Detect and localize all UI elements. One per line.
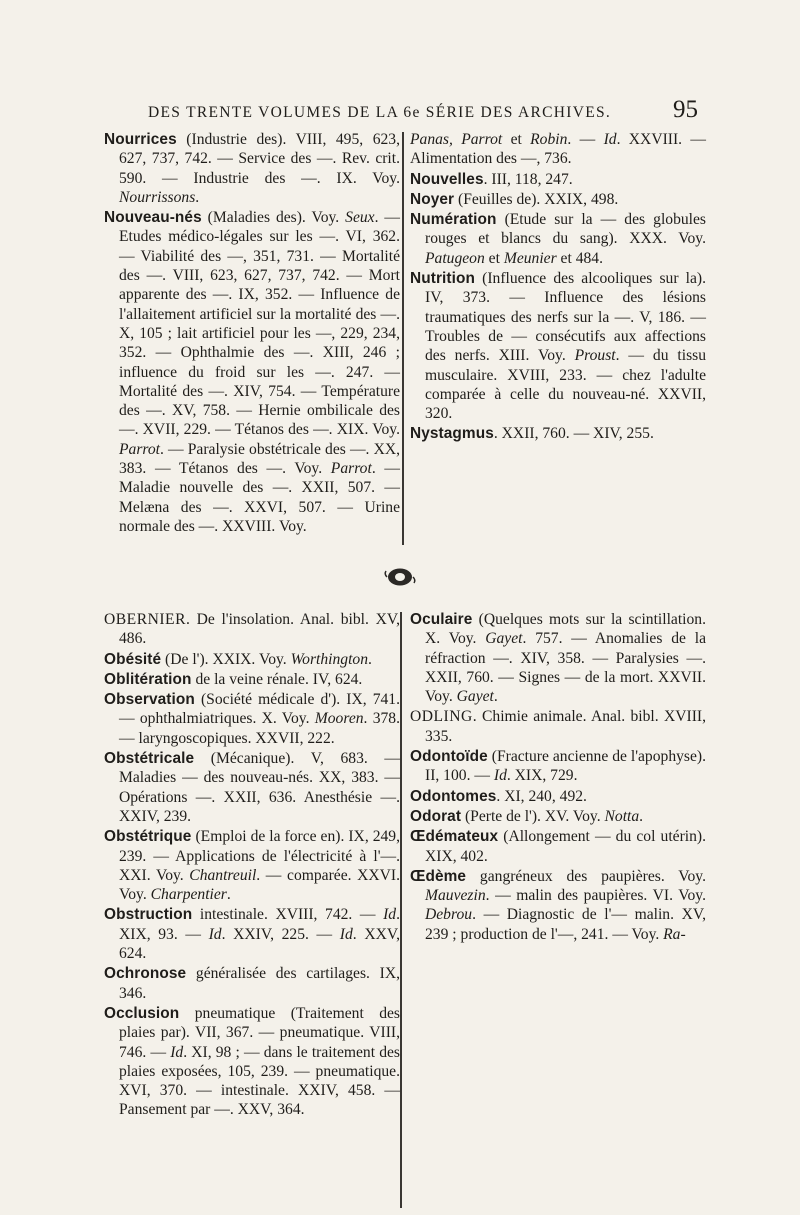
header-title: DES TRENTE VOLUMES DE LA 6e SÉRIE DES ARCHIVES. [148,104,612,121]
column-n-left [104,130,400,537]
headword: Occlusion [104,1004,180,1022]
entry-nystagmus: Nystagmus. XXII, 760. — XIV, 255. [410,425,654,443]
author-name: OBERNIER [104,611,186,628]
headword: Nutrition [410,270,476,288]
letter-o-ornament-icon [383,565,417,589]
entry-obesite: Obésité (De l'). XXIX. Voy. Worthington. [104,650,372,668]
entry-observation: Observation (Société médicale d'). IX, 741. — ophthalmiatriques. X. Voy. Mooren. 378. — laryngoscopiques. XXVII, 222. [104,691,400,747]
headword: Obstruction [104,906,193,924]
headword: Observation [104,691,195,709]
page-number: 95 [673,96,698,123]
headword: Nouvelles [410,170,484,188]
column-o-right [410,610,706,945]
entry-oedeme: Œdème gangréneux des paupières. Voy. Mauvezin. — malin des paupières. VI. Voy. Debrou. — Diagnostic de l'— malin. XV, 239 ; production de l'—, 241. — Voy. Ra- [410,867,706,943]
column-rule-bottom [400,612,402,1208]
running-header [104,98,704,130]
author-name: ODLING [410,708,473,726]
entry-nourrices: Nourrices (Industrie des). VIII, 495, 623, 627, 737, 742. — Service des —. Rev. crit. 590. — Industrie des —. IX. Voy. Nourrissons. [104,131,400,206]
entry-odorat: Odorat (Perte de l'). XV. Voy. Notta. [410,807,644,825]
headword: Œdème [410,867,467,885]
entry-ochronose: Ochronose généralisée des cartilages. IX, 346. [104,965,400,1002]
entry-obstruction: Obstruction intestinale. XVIII, 742. — Id. XIX, 93. — Id. XXIV, 225. — Id. XXV, 624. [104,906,400,963]
column-n-right [410,130,706,445]
headword: Œdémateux [410,828,499,846]
entry-obstetricale: Obstétricale (Mécanique). V, 683. — Maladies — des nouveau-nés. XX, 383. — Opérations —. XXII, 636. Anesthésie —. XXIV, 239. [104,750,400,825]
entry-nouvelles: Nouvelles. III, 118, 247. [410,170,573,188]
headword: Obstétricale [104,750,195,768]
headword: Obstétrique [104,828,192,846]
headword: Numération [410,211,497,229]
entry-nouveau-nes-cont: Panas, Parrot et Robin. — Id. XXVIII. — Alimentation des —, 736. [410,131,706,168]
headword: Odontoïde [410,748,488,766]
headword: Oculaire [410,611,473,628]
entry-oedemateux: Œdémateux (Allongement — du col utérin). XIX, 402. [410,828,706,865]
headword: Ochronose [104,965,187,983]
entry-oculaire: Oculaire (Quelques mots sur la scintillation. X. Voy. Gayet. 757. — Anomalies de la réfraction —. XIV, 358. — Paralysies —. XXII, 760. — Signes — de la mort. XXVII. Voy. Gayet. [410,611,707,706]
headword: Noyer [410,190,455,208]
entry-occlusion: Occlusion pneumatique (Traitement des plaies par). VII, 367. — pneumatique. VIII, 746. — Id. XI, 98 ; — dans le traitement des plaies exposées, 105, 239. — pneumatique. XVI, 370. — intestinale. XXIV, 458. — Pansement par —. XXV, 364. [104,1004,400,1119]
entry-noyer: Noyer (Feuilles de). XXIX, 498. [410,190,619,208]
headword: Nouveau-nés [104,209,202,227]
entry-numeration: Numération (Etude sur la — des globules rouges et blancs du sang). XXX. Voy. Patugeon et Meunier et 484. [410,211,706,267]
column-o-left [104,610,400,1121]
column-rule-top [402,132,404,545]
entry-odling: ODLING. Chimie animale. Anal. bibl. XVIII, 335. [410,708,706,745]
headword: Odontomes [410,787,497,805]
entry-obstetrique: Obstétrique (Emploi de la force en). IX, 249, 239. — Applications de l'électricité à l'—. XXI. Voy. Chantreuil. — comparée. XXVI. Voy. Charpentier. [104,828,401,904]
entry-obernier: OBERNIER. De l'insolation. Anal. bibl. XV, 486. [104,611,400,648]
headword: Odorat [410,807,462,825]
headword: Nystagmus [410,425,494,443]
headword: Nourrices [104,131,177,148]
entry-odontomes: Odontomes. XI, 240, 492. [410,787,587,805]
entry-nutrition: Nutrition (Influence des alcooliques sur la). IV, 373. — Influence des lésions traumatiques des nerfs sur la —. V, 186. — Troubles de — consécutifs aux affections des nerfs. XIII. Voy. Proust. — du tissu musculaire. XVIII, 233. — chez l'adulte comparée à celle du nouveau-né. XXVII, 320. [410,270,707,423]
entry-obliteration: Oblitération de la veine rénale. IV, 624. [104,670,363,688]
entry-nouveau-nes: Nouveau-nés (Maladies des). Voy. Seux. — Etudes médico-légales sur les —. VI, 362. — Viabilité des —, 351, 731. — Mortalité des —. VIII, 623, 627, 737, 742. — Mort apparente des —. IX, 352. — Influence de l'allaitement artificiel sur la mortalité des —. X, 105 ; lait artificiel pour les —, 229, 234, 352. — Ophthalmie des —. XIII, 246 ; influence du froid sur les —. 247. — Mortalité des —. XIV, 754. — Température des —. XV, 758. — Hernie ombilicale des —. XVII, 229. — Tétanos des —. XIX. Voy. Parrot. — Paralysie obstétricale des —. XX, 383. — Tétanos des —. Voy. Parrot. — Maladie nouvelle des —. XXII, 507. — Melæna des —. XXVI, 507. — Urine normale des —. XXVIII. Voy. [104,209,400,535]
headword: Obésité [104,650,162,668]
headword: Oblitération [104,670,192,688]
entry-odontoide: Odontoïde (Fracture ancienne de l'apophyse). II, 100. — Id. XIX, 729. [410,748,706,785]
